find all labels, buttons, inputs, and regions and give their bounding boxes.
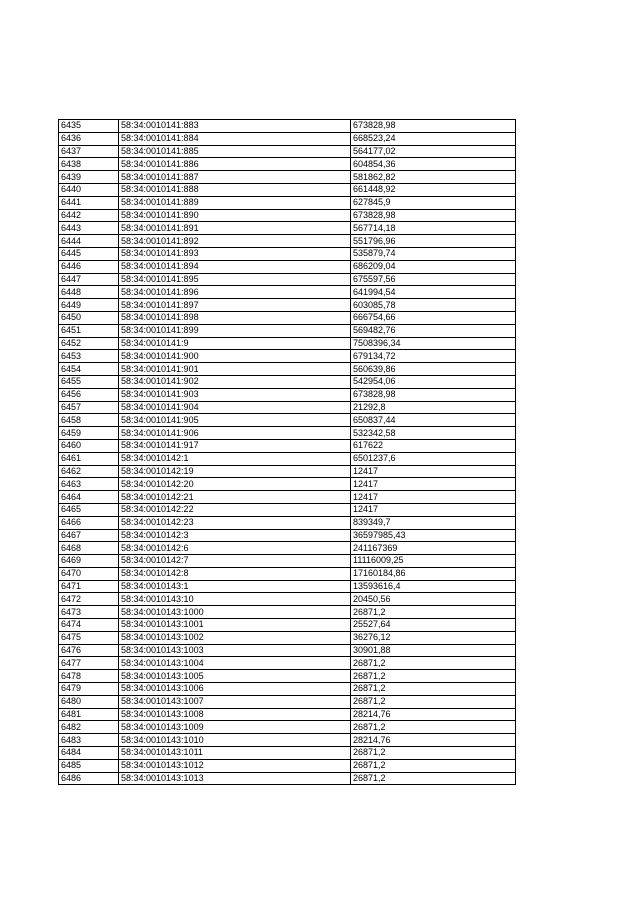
- row-number-cell: 6463: [59, 478, 119, 491]
- table-row: [59, 286, 516, 299]
- row-number-cell: 6479: [59, 683, 119, 696]
- row-number-cell: 6451: [59, 324, 119, 337]
- table-row: [59, 311, 516, 324]
- value-cell: 26871,2: [351, 606, 516, 619]
- table-row: [59, 452, 516, 465]
- table-row: [59, 350, 516, 363]
- value-cell: 564177,02: [351, 145, 516, 158]
- table-row: [59, 503, 516, 516]
- row-number-cell: 6446: [59, 260, 119, 273]
- table-row: [59, 555, 516, 568]
- row-number-cell: 6453: [59, 350, 119, 363]
- row-number-cell: 6449: [59, 299, 119, 312]
- value-cell: 673828,98: [351, 388, 516, 401]
- row-number-cell: 6484: [59, 747, 119, 760]
- table-row: [59, 747, 516, 760]
- table-row: [59, 542, 516, 555]
- table-row: [59, 235, 516, 248]
- row-number-cell: 6474: [59, 619, 119, 632]
- cadastral-number-cell: 58:34:0010141:902: [119, 375, 351, 388]
- table-row: [59, 222, 516, 235]
- cadastral-number-cell: 58:34:0010141:886: [119, 158, 351, 171]
- row-number-cell: 6440: [59, 183, 119, 196]
- value-cell: 673828,98: [351, 120, 516, 133]
- cadastral-number-cell: 58:34:0010142:6: [119, 542, 351, 555]
- row-number-cell: 6468: [59, 542, 119, 555]
- cadastral-number-cell: 58:34:0010141:9: [119, 337, 351, 350]
- row-number-cell: 6445: [59, 247, 119, 260]
- table-row: [59, 324, 516, 337]
- value-cell: 26871,2: [351, 657, 516, 670]
- value-cell: 12417: [351, 465, 516, 478]
- row-number-cell: 6457: [59, 401, 119, 414]
- row-number-cell: 6436: [59, 132, 119, 145]
- cadastral-number-cell: 58:34:0010141:898: [119, 311, 351, 324]
- row-number-cell: 6464: [59, 491, 119, 504]
- value-cell: 21292,8: [351, 401, 516, 414]
- row-number-cell: 6465: [59, 503, 119, 516]
- value-cell: 17160184,86: [351, 567, 516, 580]
- value-cell: 679134,72: [351, 350, 516, 363]
- cadastral-number-cell: 58:34:0010143:1013: [119, 772, 351, 785]
- cadastral-number-cell: 58:34:0010141:896: [119, 286, 351, 299]
- table-row: [59, 299, 516, 312]
- cadastral-number-cell: 58:34:0010143:1003: [119, 644, 351, 657]
- row-number-cell: 6462: [59, 465, 119, 478]
- value-cell: 12417: [351, 503, 516, 516]
- row-number-cell: 6470: [59, 567, 119, 580]
- table-row: [59, 580, 516, 593]
- table-row: [59, 439, 516, 452]
- value-cell: 11116009,25: [351, 555, 516, 568]
- cadastral-number-cell: 58:34:0010143:1000: [119, 606, 351, 619]
- cadastral-number-cell: 58:34:0010141:885: [119, 145, 351, 158]
- value-cell: 839349,7: [351, 516, 516, 529]
- value-cell: 241167369: [351, 542, 516, 555]
- cadastral-number-cell: 58:34:0010141:903: [119, 388, 351, 401]
- value-cell: 13593616,4: [351, 580, 516, 593]
- table-row: [59, 375, 516, 388]
- table-row: [59, 721, 516, 734]
- table-row: [59, 516, 516, 529]
- row-number-cell: 6460: [59, 439, 119, 452]
- table-row: [59, 491, 516, 504]
- cadastral-number-cell: 58:34:0010142:1: [119, 452, 351, 465]
- row-number-cell: 6476: [59, 644, 119, 657]
- cadastral-number-cell: 58:34:0010141:906: [119, 427, 351, 440]
- row-number-cell: 6456: [59, 388, 119, 401]
- table-row: [59, 183, 516, 196]
- cadastral-number-cell: 58:34:0010141:894: [119, 260, 351, 273]
- value-cell: 567714,18: [351, 222, 516, 235]
- table-row: [59, 670, 516, 683]
- table-row: [59, 120, 516, 133]
- table-row: [59, 593, 516, 606]
- value-cell: 668523,24: [351, 132, 516, 145]
- cadastral-number-cell: 58:34:0010141:890: [119, 209, 351, 222]
- row-number-cell: 6450: [59, 311, 119, 324]
- cadastral-number-cell: 58:34:0010142:19: [119, 465, 351, 478]
- cadastral-number-cell: 58:34:0010141:904: [119, 401, 351, 414]
- cadastral-number-cell: 58:34:0010143:1001: [119, 619, 351, 632]
- cadastral-number-cell: 58:34:0010142:20: [119, 478, 351, 491]
- table-row: [59, 132, 516, 145]
- value-cell: 532342,58: [351, 427, 516, 440]
- row-number-cell: 6461: [59, 452, 119, 465]
- row-number-cell: 6485: [59, 759, 119, 772]
- cadastral-number-cell: 58:34:0010143:1011: [119, 747, 351, 760]
- value-cell: 7508396,34: [351, 337, 516, 350]
- table-row: [59, 414, 516, 427]
- cadastral-number-cell: 58:34:0010141:901: [119, 363, 351, 376]
- row-number-cell: 6458: [59, 414, 119, 427]
- table-row: [59, 772, 516, 785]
- cadastral-number-cell: 58:34:0010141:899: [119, 324, 351, 337]
- row-number-cell: 6454: [59, 363, 119, 376]
- table-row: [59, 708, 516, 721]
- table-row: [59, 363, 516, 376]
- row-number-cell: 6480: [59, 695, 119, 708]
- value-cell: 26871,2: [351, 695, 516, 708]
- row-number-cell: 6442: [59, 209, 119, 222]
- cadastral-number-cell: 58:34:0010141:884: [119, 132, 351, 145]
- table-row: [59, 260, 516, 273]
- table-row: [59, 465, 516, 478]
- value-cell: 25527,64: [351, 619, 516, 632]
- row-number-cell: 6475: [59, 631, 119, 644]
- table-row: [59, 734, 516, 747]
- cadastral-number-cell: 58:34:0010142:23: [119, 516, 351, 529]
- table-row: [59, 657, 516, 670]
- row-number-cell: 6478: [59, 670, 119, 683]
- value-cell: 26871,2: [351, 759, 516, 772]
- table-body: [59, 120, 516, 785]
- cadastral-number-cell: 58:34:0010141:893: [119, 247, 351, 260]
- value-cell: 535879,74: [351, 247, 516, 260]
- table-row: [59, 273, 516, 286]
- cadastral-number-cell: 58:34:0010143:1010: [119, 734, 351, 747]
- value-cell: 12417: [351, 491, 516, 504]
- value-cell: 617622: [351, 439, 516, 452]
- cadastral-number-cell: 58:34:0010141:895: [119, 273, 351, 286]
- cadastral-number-cell: 58:34:0010142:7: [119, 555, 351, 568]
- table-row: [59, 401, 516, 414]
- row-number-cell: 6444: [59, 235, 119, 248]
- row-number-cell: 6469: [59, 555, 119, 568]
- table-row: [59, 606, 516, 619]
- value-cell: 675597,56: [351, 273, 516, 286]
- row-number-cell: 6447: [59, 273, 119, 286]
- cadastral-number-cell: 58:34:0010141:917: [119, 439, 351, 452]
- cadastral-number-cell: 58:34:0010143:1: [119, 580, 351, 593]
- cadastral-number-cell: 58:34:0010143:1002: [119, 631, 351, 644]
- row-number-cell: 6455: [59, 375, 119, 388]
- value-cell: 673828,98: [351, 209, 516, 222]
- cadastral-number-cell: 58:34:0010142:21: [119, 491, 351, 504]
- data-table: [58, 119, 516, 785]
- row-number-cell: 6441: [59, 196, 119, 209]
- table-row: [59, 631, 516, 644]
- row-number-cell: 6477: [59, 657, 119, 670]
- cadastral-number-cell: 58:34:0010141:887: [119, 171, 351, 184]
- value-cell: 28214,76: [351, 708, 516, 721]
- value-cell: 581862,82: [351, 171, 516, 184]
- row-number-cell: 6483: [59, 734, 119, 747]
- value-cell: 28214,76: [351, 734, 516, 747]
- value-cell: 641994,54: [351, 286, 516, 299]
- cadastral-number-cell: 58:34:0010141:888: [119, 183, 351, 196]
- value-cell: 604854,36: [351, 158, 516, 171]
- table-row: [59, 171, 516, 184]
- table-row: [59, 644, 516, 657]
- value-cell: 36597985,43: [351, 529, 516, 542]
- table-row: [59, 695, 516, 708]
- cadastral-number-cell: 58:34:0010143:1005: [119, 670, 351, 683]
- table-row: [59, 196, 516, 209]
- table-row: [59, 478, 516, 491]
- value-cell: 26871,2: [351, 747, 516, 760]
- value-cell: 560639,86: [351, 363, 516, 376]
- table-row: [59, 567, 516, 580]
- cadastral-number-cell: 58:34:0010141:900: [119, 350, 351, 363]
- table-row: [59, 529, 516, 542]
- cadastral-number-cell: 58:34:0010143:1007: [119, 695, 351, 708]
- row-number-cell: 6443: [59, 222, 119, 235]
- table-row: [59, 145, 516, 158]
- table-row: [59, 337, 516, 350]
- value-cell: 542954,06: [351, 375, 516, 388]
- value-cell: 30901,88: [351, 644, 516, 657]
- row-number-cell: 6486: [59, 772, 119, 785]
- row-number-cell: 6466: [59, 516, 119, 529]
- value-cell: 603085,78: [351, 299, 516, 312]
- cadastral-number-cell: 58:34:0010141:889: [119, 196, 351, 209]
- cadastral-number-cell: 58:34:0010141:905: [119, 414, 351, 427]
- table-row: [59, 209, 516, 222]
- cadastral-number-cell: 58:34:0010141:883: [119, 120, 351, 133]
- value-cell: 650837,44: [351, 414, 516, 427]
- row-number-cell: 6471: [59, 580, 119, 593]
- cadastral-number-cell: 58:34:0010143:10: [119, 593, 351, 606]
- row-number-cell: 6459: [59, 427, 119, 440]
- row-number-cell: 6448: [59, 286, 119, 299]
- value-cell: 36276,12: [351, 631, 516, 644]
- table-row: [59, 158, 516, 171]
- cadastral-number-cell: 58:34:0010142:22: [119, 503, 351, 516]
- cadastral-number-cell: 58:34:0010143:1009: [119, 721, 351, 734]
- row-number-cell: 6452: [59, 337, 119, 350]
- cadastral-number-cell: 58:34:0010143:1012: [119, 759, 351, 772]
- value-cell: 686209,04: [351, 260, 516, 273]
- value-cell: 26871,2: [351, 670, 516, 683]
- cadastral-number-cell: 58:34:0010143:1006: [119, 683, 351, 696]
- value-cell: 26871,2: [351, 683, 516, 696]
- value-cell: 20450,56: [351, 593, 516, 606]
- cadastral-number-cell: 58:34:0010142:3: [119, 529, 351, 542]
- value-cell: 661448,92: [351, 183, 516, 196]
- cadastral-number-cell: 58:34:0010141:897: [119, 299, 351, 312]
- value-cell: 551796,96: [351, 235, 516, 248]
- row-number-cell: 6437: [59, 145, 119, 158]
- row-number-cell: 6438: [59, 158, 119, 171]
- row-number-cell: 6472: [59, 593, 119, 606]
- row-number-cell: 6482: [59, 721, 119, 734]
- cadastral-number-cell: 58:34:0010141:892: [119, 235, 351, 248]
- value-cell: 569482,76: [351, 324, 516, 337]
- row-number-cell: 6439: [59, 171, 119, 184]
- table-row: [59, 388, 516, 401]
- cadastral-number-cell: 58:34:0010143:1004: [119, 657, 351, 670]
- table-row: [59, 619, 516, 632]
- value-cell: 12417: [351, 478, 516, 491]
- row-number-cell: 6435: [59, 120, 119, 133]
- cadastral-number-cell: 58:34:0010141:891: [119, 222, 351, 235]
- row-number-cell: 6481: [59, 708, 119, 721]
- value-cell: 6501237,6: [351, 452, 516, 465]
- value-cell: 26871,2: [351, 721, 516, 734]
- row-number-cell: 6467: [59, 529, 119, 542]
- cadastral-number-cell: 58:34:0010143:1008: [119, 708, 351, 721]
- table-row: [59, 427, 516, 440]
- row-number-cell: 6473: [59, 606, 119, 619]
- value-cell: 666754,66: [351, 311, 516, 324]
- table-row: [59, 759, 516, 772]
- value-cell: 26871,2: [351, 772, 516, 785]
- table-row: [59, 683, 516, 696]
- value-cell: 627845,9: [351, 196, 516, 209]
- table-row: [59, 247, 516, 260]
- cadastral-number-cell: 58:34:0010142:8: [119, 567, 351, 580]
